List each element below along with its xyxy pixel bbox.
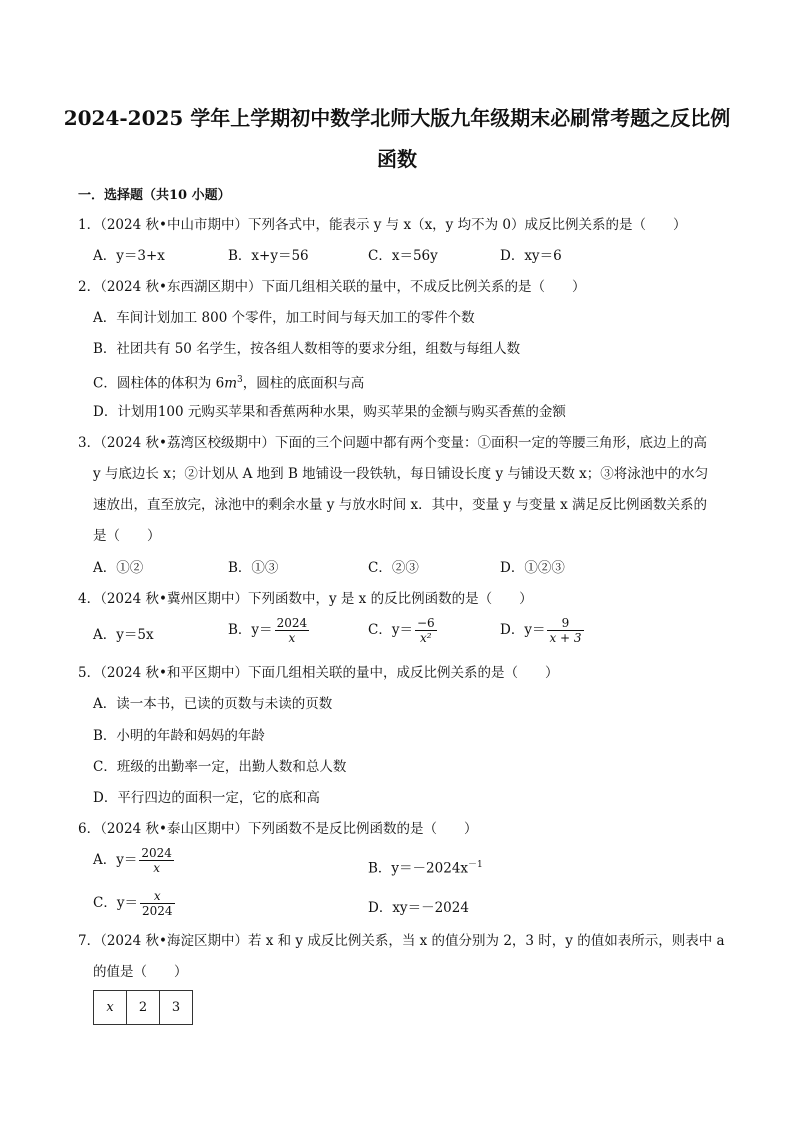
q2-unit: m xyxy=(224,375,238,392)
table-row xyxy=(94,991,193,1025)
q4-option-c xyxy=(368,616,437,645)
q6-option-a-label: A．y＝ xyxy=(93,852,138,868)
q4-option-b-fraction xyxy=(275,616,310,645)
q2-option-a: A．车间计划加工 800 个零件，加工时间与每天加工的零件个数 xyxy=(93,310,475,326)
q6-stem: 6．（2024 秋•泰山区期中）下列函数不是反比例函数的是（ ） xyxy=(78,821,478,837)
q2-option-c-text: C．圆柱体的体积为 6 xyxy=(93,375,225,392)
q4-option-d-label: D．y＝ xyxy=(500,622,546,638)
q3-line-1: 3．（2024 秋•荔湾区校级期中）下面的三个问题中都有两个变量：①面积一定的等腰三角形，底边上的高 xyxy=(78,435,707,451)
q1-option-a: A．y＝3+x xyxy=(93,248,165,264)
q6-option-a-fraction xyxy=(139,846,174,875)
fraction-denominator: x² xyxy=(420,631,432,645)
table-cell: x xyxy=(94,991,127,1025)
q7-line-2: 的值是（ ） xyxy=(93,964,188,980)
q1-option-b: B．x+y＝56 xyxy=(228,248,309,264)
q3-option-c: C．②③ xyxy=(368,560,419,576)
q3-option-b: B．①③ xyxy=(228,560,279,576)
fraction-denominator: x xyxy=(153,861,161,875)
fraction-numerator: 9 xyxy=(547,616,583,631)
q2-option-c xyxy=(93,371,364,393)
q2-option-d: D．计划用100 元购买苹果和香蕉两种水果，购买苹果的金额与购买香蕉的金额 xyxy=(93,404,566,420)
q7-line-1: 7．（2024 秋•海淀区期中）若 x 和 y 成反比例关系，当 x 的值分别为 2，3 时，y 的值如表所示，则表中 a xyxy=(78,933,725,949)
q2-option-c-tail: ，圆柱的底面积与高 xyxy=(242,375,365,392)
q5-option-c: C．班级的出勤率一定，出勤人数和总人数 xyxy=(93,759,347,775)
q6-option-c-fraction xyxy=(140,889,175,918)
q6-option-b xyxy=(368,856,483,878)
q6-option-c xyxy=(93,889,175,918)
table-cell: 3 xyxy=(160,991,193,1025)
fraction-numerator: 2024 xyxy=(276,616,308,630)
q4-option-b xyxy=(228,616,309,645)
q4-option-d-fraction xyxy=(547,616,583,645)
q6-option-b-text: B．y＝－2024x xyxy=(368,860,469,877)
document-title xyxy=(60,98,734,180)
q1-option-c: C．x＝56y xyxy=(368,248,438,264)
q1-stem: 1．（2024 秋•中山市期中）下列各式中，能表示 y 与 x（x，y 均不为 0）成反比例关系的是（ ） xyxy=(78,217,687,233)
fraction-numerator: 2024 xyxy=(141,846,172,860)
q5-option-d: D．平行四边的面积一定，它的底和高 xyxy=(93,790,320,806)
q5-option-b: B．小明的年龄和妈妈的年龄 xyxy=(93,728,265,744)
q4-option-c-label: C．y＝ xyxy=(368,622,413,638)
q2-unit-exponent: 3 xyxy=(237,375,243,385)
title-line-2: 函数 xyxy=(377,147,417,171)
fraction-numerator: x xyxy=(140,889,175,904)
q4-option-c-fraction xyxy=(415,616,437,645)
q1-option-d: D．xy＝6 xyxy=(500,248,562,264)
section-heading: 一．选择题（共10 小题） xyxy=(78,188,231,203)
q6-option-a xyxy=(93,846,174,875)
title-line-1: 2024-2025 学年上学期初中数学北师大版九年级期末必刷常考题之反比例 xyxy=(63,106,731,130)
q3-line-3: 速放出，直至放完，泳池中的剩余水量 y 与放水时间 x．其中，变量 y 与变量 x 满足反比例函数关系的 xyxy=(93,497,708,513)
q4-option-d xyxy=(500,616,584,645)
q6-option-d: D．xy＝－2024 xyxy=(368,900,469,916)
q5-stem: 5．（2024 秋•和平区期中）下面几组相关联的量中，成反比例关系的是（ ） xyxy=(78,665,559,681)
fraction-denominator: 2024 xyxy=(141,904,173,918)
q6-option-b-exponent: －1 xyxy=(468,860,483,870)
q5-option-a: A．读一本书，已读的页数与未读的页数 xyxy=(93,696,333,712)
q4-option-a: A．y＝5x xyxy=(93,627,154,643)
q7-value-table xyxy=(93,990,193,1025)
q3-line-4: 是（ ） xyxy=(93,528,161,544)
q4-option-b-label: B．y＝ xyxy=(228,622,273,638)
q6-option-c-label: C．y＝ xyxy=(93,895,138,911)
fraction-denominator: x + 3 xyxy=(549,631,582,645)
q3-option-d: D．①②③ xyxy=(500,560,565,576)
q2-stem: 2．（2024 秋•东西湖区期中）下面几组相关联的量中，不成反比例关系的是（ ） xyxy=(78,279,586,295)
fraction-numerator: −6 xyxy=(416,616,435,630)
fraction-denominator: x xyxy=(288,631,296,645)
table-cell: 2 xyxy=(127,991,160,1025)
q3-option-a: A．①② xyxy=(93,560,144,576)
q4-stem: 4．（2024 秋•冀州区期中）下列函数中，y 是 x 的反比例函数的是（ ） xyxy=(78,591,533,607)
q3-line-2: y 与底边长 x；②计划从 A 地到 B 地铺设一段铁轨，每日铺设长度 y 与铺设天数 x；③将泳池中的水匀 xyxy=(93,466,709,482)
q2-option-b: B．社团共有 50 名学生，按各组人数相等的要求分组，组数与每组人数 xyxy=(93,341,521,357)
